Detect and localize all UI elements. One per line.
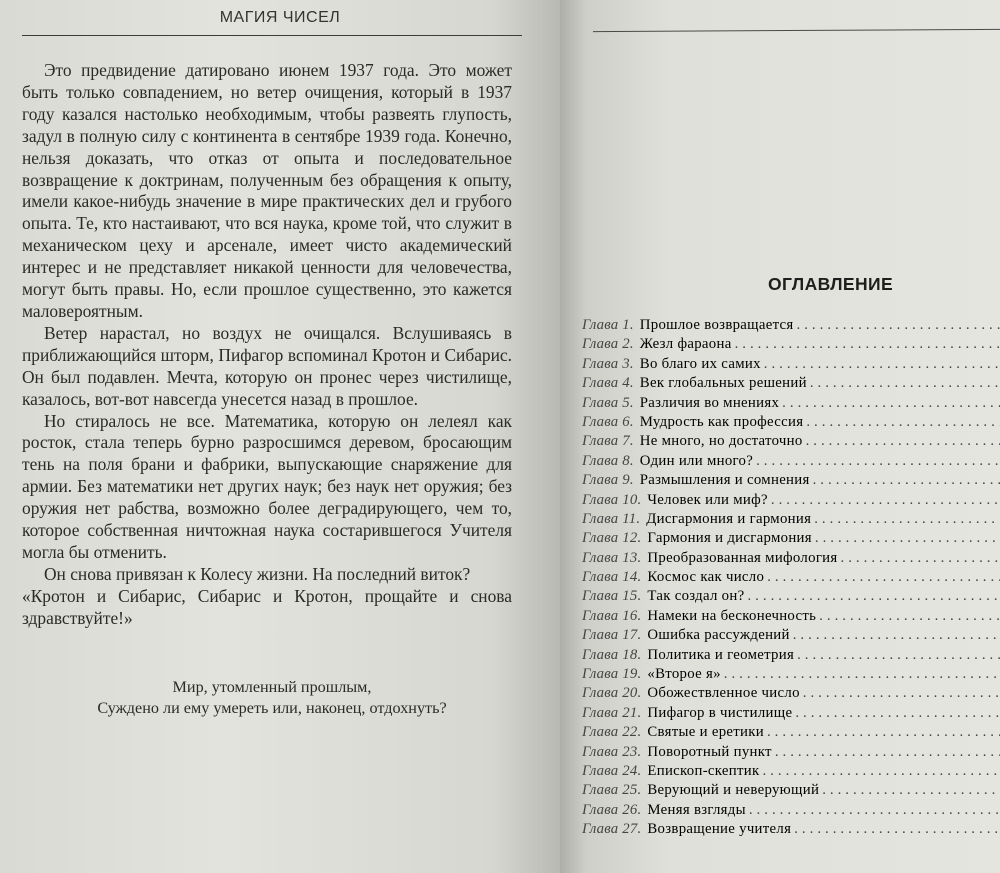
toc-chapter-label: Глава 6.: [582, 413, 634, 430]
table-of-contents: [582, 316, 1000, 840]
toc-entry: [582, 684, 1000, 703]
toc-chapter-title: Космос как число: [647, 569, 765, 586]
toc-chapter-label: Глава 26.: [582, 801, 642, 818]
toc-chapter-label: Глава 15.: [582, 588, 642, 605]
toc-chapter-label: Глава 25.: [582, 782, 642, 799]
toc-entry: [582, 801, 1000, 820]
header-rule: [22, 35, 522, 36]
toc-entry: [582, 394, 1000, 413]
toc-entry: [582, 316, 1000, 335]
toc-entry: [582, 529, 1000, 548]
toc-entry: [582, 781, 1000, 800]
toc-entry: [582, 762, 1000, 781]
toc-chapter-title: Гармония и дисгармония: [647, 530, 812, 547]
toc-chapter-label: Глава 23.: [582, 743, 642, 760]
toc-dot-leader: [806, 413, 1000, 432]
toc-chapter-label: Глава 9.: [582, 472, 634, 489]
toc-dot-leader: [819, 607, 1000, 626]
toc-chapter-title: Не много, но достаточно: [639, 433, 803, 450]
toc-chapter-label: Глава 3.: [582, 355, 634, 372]
toc-entry: [582, 626, 1000, 645]
toc-chapter-title: Век глобальных решений: [639, 375, 807, 392]
toc-chapter-title: Различия во мнениях: [639, 394, 780, 411]
toc-entry: [582, 665, 1000, 684]
toc-chapter-label: Глава 4.: [582, 375, 634, 392]
toc-dot-leader: [806, 432, 1000, 451]
toc-chapter-title: Ошибка рассуждений: [647, 627, 790, 644]
toc-chapter-label: Глава 17.: [582, 627, 642, 644]
toc-dot-leader: [775, 743, 1000, 762]
toc-dot-leader: [767, 568, 1000, 587]
toc-chapter-title: Верующий и неверующий: [647, 782, 820, 799]
toc-dot-leader: [797, 316, 1000, 335]
toc-dot-leader: [782, 394, 1000, 413]
toc-entry: [582, 568, 1000, 587]
toc-entry: [582, 723, 1000, 742]
toc-chapter-title: Намеки на бесконечность: [647, 607, 817, 624]
toc-chapter-title: Святые и еретики: [647, 724, 764, 741]
toc-chapter-label: Глава 22.: [582, 724, 642, 741]
toc-chapter-label: Глава 18.: [582, 646, 642, 663]
toc-entry: [582, 549, 1000, 568]
header-rule: [593, 29, 1000, 32]
toc-chapter-title: Возвращение учителя: [647, 821, 792, 838]
toc-chapter-title: Во благо их самих: [639, 355, 761, 372]
toc-dot-leader: [795, 704, 1000, 723]
toc-chapter-title: Епископ-скептик: [647, 762, 760, 779]
toc-entry: [582, 491, 1000, 510]
toc-chapter-title: Обожествленное число: [647, 685, 800, 702]
toc-chapter-title: Жезл фараона: [639, 336, 732, 353]
toc-dot-leader: [813, 471, 1000, 490]
paragraph: Ветер нарастал, но воздух не очищался. Вслушиваясь в приближающийся шторм, Пифагор вспоминал Кротон и Сибарис. Он был подавлен. Мечта, которую он пронес через чистилище, казалось, вот-вот навсегда унесется назад в прошлое.: [22, 322, 512, 409]
toc-chapter-label: Глава 8.: [582, 452, 634, 469]
running-head: МАГИЯ ЧИСЕЛ: [219, 9, 341, 26]
paragraph: Он снова привязан к Колесу жизни. На последний виток?: [44, 563, 471, 584]
toc-chapter-label: Глава 14.: [582, 569, 642, 586]
epigraph-verse: [22, 677, 522, 719]
toc-dot-leader: [793, 626, 1000, 645]
toc-dot-leader: [764, 355, 1000, 374]
toc-chapter-label: Глава 10.: [582, 491, 642, 508]
verse-line: Суждено ли ему умереть или, наконец, отдохнуть?: [97, 699, 447, 717]
verse-line: Мир, утомленный прошлым,: [172, 678, 372, 696]
toc-chapter-title: Человек или миф?: [647, 491, 768, 508]
toc-dot-leader: [814, 510, 1000, 529]
toc-chapter-title: Дисгармония и гармония: [646, 510, 812, 527]
toc-dot-leader: [815, 529, 1000, 548]
toc-entry: [582, 743, 1000, 762]
toc-entry: [582, 355, 1000, 374]
toc-entry: [582, 607, 1000, 626]
paragraph: Но стиралось не все. Математика, которую он лелеял как росток, стала теперь бурно разросшимся деревом, бросающим тень на поля брани и фабрики, выпускающие снаряжение для армии. Без математики нет других наук; без наук нет оружия; без оружия нет рабства, возможно более деградирующего, чем то, которое собственная ничтожная наука состарившегося Учителя могла бы отменить.: [22, 410, 512, 562]
toc-chapter-label: Глава 19.: [582, 666, 642, 683]
toc-chapter-title: Меняя взгляды: [647, 801, 746, 818]
toc-chapter-label: Глава 12.: [582, 530, 642, 547]
toc-chapter-label: Глава 5.: [582, 394, 634, 411]
toc-dot-leader: [797, 646, 1000, 665]
toc-entry: [582, 452, 1000, 471]
toc-dot-leader: [822, 781, 1000, 800]
toc-chapter-label: Глава 7.: [582, 433, 634, 450]
toc-title: ОГЛАВЛЕНИЕ: [768, 274, 894, 294]
toc-dot-leader: [771, 491, 1000, 510]
toc-entry: [582, 413, 1000, 432]
toc-chapter-label: Глава 20.: [582, 685, 642, 702]
toc-entry: [582, 704, 1000, 723]
toc-dot-leader: [767, 723, 1000, 742]
toc-chapter-title: Размышления и сомнения: [639, 472, 810, 489]
toc-entry: [582, 374, 1000, 393]
toc-entry: [582, 510, 1000, 529]
toc-entry: [582, 646, 1000, 665]
toc-dot-leader: [810, 374, 1000, 393]
toc-chapter-title: Политика и геометрия: [647, 646, 795, 663]
toc-entry: [582, 432, 1000, 451]
paragraph: «Кротон и Сибарис, Сибарис и Кротон, прощайте и снова здравствуйте!»: [22, 585, 512, 628]
toc-dot-leader: [803, 684, 1000, 703]
toc-dot-leader: [794, 820, 1000, 839]
toc-chapter-label: Глава 27.: [582, 821, 642, 838]
paragraph: Это предвидение датировано июнем 1937 года. Это может быть только совпадением, но ветер очищения, который в 1937 году казался настолько необходимым, чтобы развеять глупость, задул в полную силу с континента в сентябре 1939 года. Конечно, нельзя доказать, что отказ от опыта и последовательное возвращение к доктринам, полученным без обращения к опыту, имели какое-нибудь значение в мире практических дел и грубого опыта. Те, кто настаивают, что вся наука, кроме той, что служит в механическом цеху и арсенале, имеет чисто академический интерес и не представляет никакой ценности для человечества, могут быть правы. Но, если прошлое существенно, это кажется маловероятным.: [22, 60, 512, 321]
toc-chapter-title: Прошлое возвращается: [639, 317, 794, 333]
toc-entry: [582, 820, 1000, 839]
toc-dot-leader: [841, 549, 1000, 568]
toc-chapter-label: Глава 24.: [582, 762, 642, 779]
toc-dot-leader: [749, 801, 1000, 820]
toc-entry: [582, 471, 1000, 490]
toc-chapter-title: Так создал он?: [647, 588, 745, 605]
toc-entry: [582, 335, 1000, 354]
toc-chapter-label: Глава 16.: [582, 607, 642, 624]
toc-dot-leader: [756, 452, 1000, 471]
toc-chapter-label: Глава 1.: [582, 317, 634, 333]
toc-chapter-title: «Второе я»: [647, 666, 721, 683]
toc-chapter-label: Глава 13.: [582, 549, 642, 566]
toc-chapter-title: Мудрость как профессия: [639, 413, 804, 430]
toc-chapter-title: Один или много?: [639, 452, 754, 469]
toc-dot-leader: [762, 762, 1000, 781]
toc-dot-leader: [747, 587, 1000, 606]
toc-chapter-title: Пифагор в чистилище: [647, 704, 793, 721]
toc-chapter-title: Преобразованная мифология: [647, 549, 838, 566]
toc-dot-leader: [724, 665, 1000, 684]
toc-chapter-label: Глава 11.: [582, 510, 641, 527]
toc-chapter-label: Глава 21.: [582, 704, 642, 721]
toc-dot-leader: [735, 335, 1000, 354]
body-text: [22, 60, 512, 630]
toc-entry: [582, 587, 1000, 606]
toc-chapter-label: Глава 2.: [582, 336, 634, 353]
toc-chapter-title: Поворотный пункт: [647, 743, 772, 760]
